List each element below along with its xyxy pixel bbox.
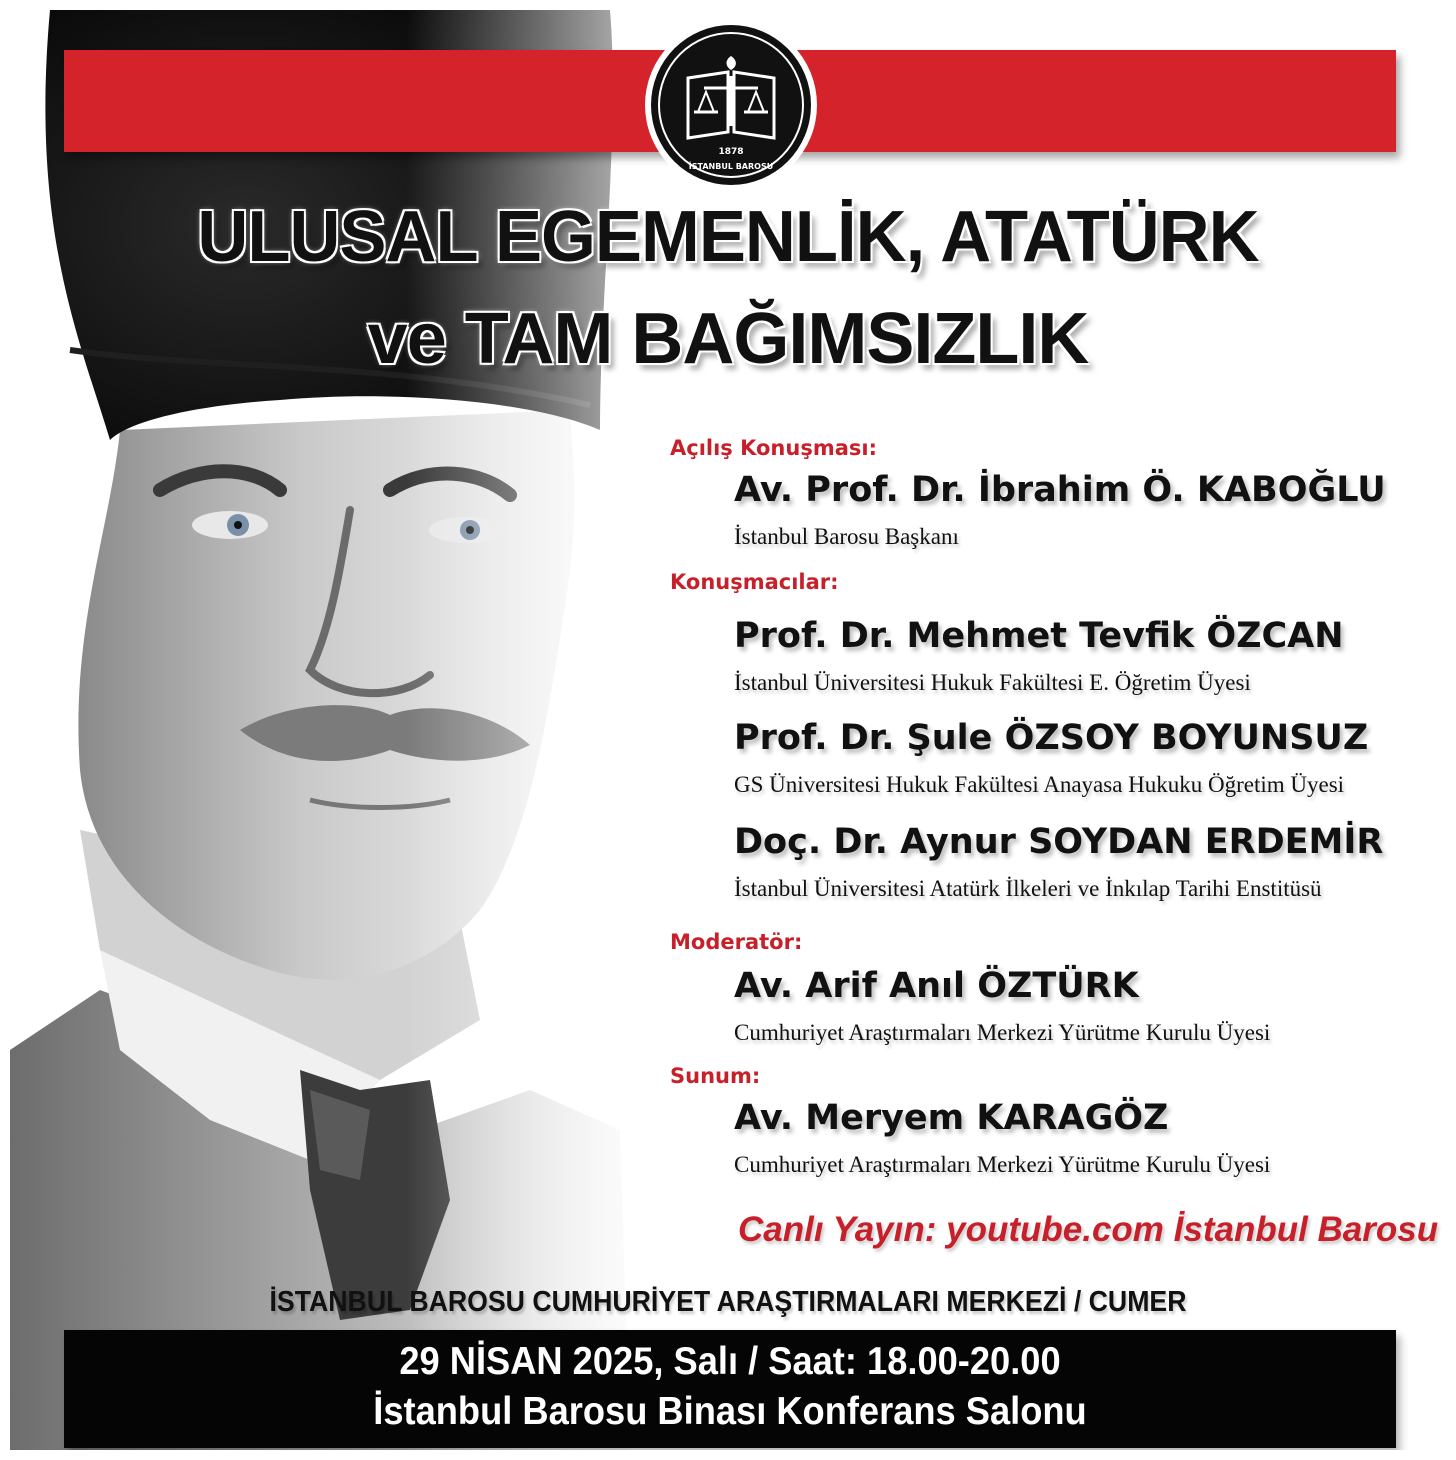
bar-association-seal <box>642 16 820 194</box>
poster-title-line-1: ULUSAL EGEMENLİK, ATATÜRK <box>197 197 1259 277</box>
speaker-name: Prof. Dr. Şule ÖZSOY BOYUNSUZ <box>734 718 1369 758</box>
speaker-role: İstanbul Üniversitesi Hukuk Fakültesi E. Öğretim Üyesi <box>734 670 1251 695</box>
presenter-role: Cumhuriyet Araştırmaları Merkezi Yürütme Kurulu Üyesi <box>734 1152 1271 1177</box>
opening-speaker-role: İstanbul Barosu Başkanı <box>734 524 959 549</box>
presenter-name: Av. Meryem KARAGÖZ <box>734 1098 1169 1138</box>
speaker-name: Doç. Dr. Aynur SOYDAN ERDEMİR <box>734 822 1384 862</box>
speaker-name: Prof. Dr. Mehmet Tevfik ÖZCAN <box>734 616 1344 656</box>
event-poster <box>10 10 1446 1450</box>
seal-org: İSTANBUL BAROSU <box>688 162 774 171</box>
moderator-role: Cumhuriyet Araştırmaları Merkezi Yürütme Kurulu Üyesi <box>734 1020 1271 1045</box>
opening-speaker-name: Av. Prof. Dr. İbrahim Ö. KABOĞLU <box>734 470 1386 510</box>
moderator-label: Moderatör: <box>670 930 803 954</box>
opening-label: Açılış Konuşması: <box>670 436 877 460</box>
speaker-role: GS Üniversitesi Hukuk Fakültesi Anayasa Hukuku Öğretim Üyesi <box>734 772 1345 797</box>
organizer-line: İSTANBUL BAROSU CUMHURİYET ARAŞTIRMALARI MERKEZİ / CUMER <box>269 1286 1187 1318</box>
event-info-band <box>64 1330 1396 1448</box>
live-stream-link[interactable]: Canlı Yayın: youtube.com İstanbul Barosu <box>738 1210 1439 1249</box>
seal-year: 1878 <box>718 147 744 157</box>
moderator-name: Av. Arif Anıl ÖZTÜRK <box>734 966 1139 1006</box>
presenter-label: Sunum: <box>670 1064 761 1088</box>
event-venue: İstanbul Barosu Binası Konferans Salonu <box>373 1390 1087 1433</box>
event-date-time: 29 NİSAN 2025, Salı / Saat: 18.00-20.00 <box>399 1340 1061 1383</box>
speakers-label: Konuşmacılar: <box>670 570 839 594</box>
poster-title-line-2: ve TAM BAĞIMSIZLIK <box>367 299 1089 379</box>
speaker-role: İstanbul Üniversitesi Atatürk İlkeleri ve İnkılap Tarihi Enstitüsü <box>734 876 1322 901</box>
